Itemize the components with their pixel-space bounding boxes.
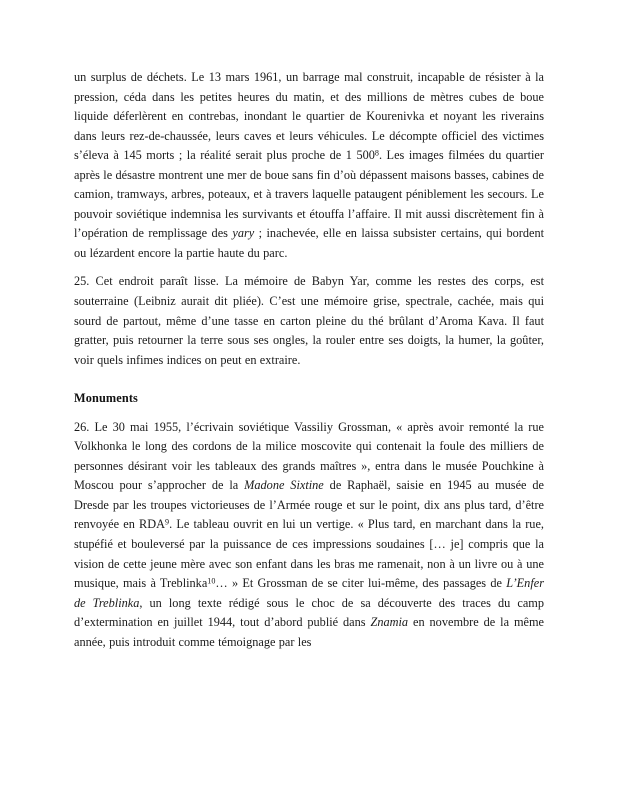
paragraph-3-part-6: en novembre de la même année, puis introduit comme témoignage par les [74, 615, 544, 649]
paragraph-continuation [74, 68, 544, 263]
paragraph-2-text: 25. Cet endroit paraît lisse. La mémoire de Babyn Yar, comme les restes des corps, est souterraine (Leibniz aurait dit pliée). C’est une mémoire grise, spectrale, cachée, mais qui sourd de partout, même d’une tasse en carton pleine du thé brûlant d’Aroma Kava. Il faut gratter, puis retourner la terre sous ses ongles, la rouler entre ses doigts, la humer, la goûter, voir quels infimes indices on peut en extraire. [74, 274, 544, 367]
paragraph-3-part-4: … » Et Grossman de se citer lui-même, des passages de [215, 576, 507, 591]
text-column [74, 68, 544, 652]
paragraph-25 [74, 272, 544, 370]
paragraph-1-part-1: un surplus de déchets. Le 13 mars 1961, un barrage mal construit, incapable de résister à la pression, céda dans les petites heures du matin, et des millions de mètres cubes de boue liquide déferlèrent en contrebas, inondant le quartier de Kourenivka et noyant les riverains dans leurs rez-de-chaussée, leurs caves et leurs véhicules. Le décompte officiel des victimes s’éleva à 145 morts ; la réalité serait plus proche de 1 500 [74, 70, 544, 163]
paragraph-3-part-5: , un long texte rédigé sous le choc de sa découverte des traces du camp d’extermination en juillet 1944, tout d’abord publié dans [74, 595, 544, 630]
paragraph-3-part-3: . Le tableau ouvrit en lui un vertige. « Plus tard, en marchant dans la rue, stupéfié et bouleversé par la puissance de ces impressions soudaines [… je] compris que la vision de cette jeune mère avec son enfant dans les bras me ramenait, non à un livre ou à une musique, mais à Treblinka [74, 517, 544, 591]
footnote-marker-9[interactable]: 9 [165, 517, 170, 527]
paragraph-1-part-3: ; inachevée, elle en laissa subsister certains, qui bordent ou lézardent encore la partie haute du parc. [74, 226, 545, 260]
paragraph-26 [74, 418, 544, 653]
section-heading-monuments: Monuments [74, 391, 138, 406]
paragraph-1-part-2: . Les images filmées du quartier après le désastre montrent une mer de boue sans fin d’où dépassent maisons basses, cabines de camion, tramways, arbres, poteaux, et à travers laquelle pataugent péniblement les secours. Le pouvoir soviétique indemnisa les survivants et étouffa l’affaire. Il mit aussi discrètement fin à l’opération de remplissage des [74, 148, 544, 241]
paragraph-3-part-1: 26. Le 30 mai 1955, l’écrivain soviétique Vassiliy Grossman, « après avoir remonté la rue Volkhonka le long des cordons de la milice moscovite qui contenait la foule des milliers de personnes désirant voir les tableaux des grands maîtres », entra dans le musée Pouchkine à Moscou pour s’approcher de la [74, 419, 544, 493]
paragraph-3-part-2: de Raphaël, saisie en 1945 au musée de Dresde par les troupes victorieuses de l’Armée rouge et sur le point, dix ans plus tard, d’être renvoyée en RDA [74, 478, 544, 532]
footnote-marker-8[interactable]: 8 [374, 148, 379, 158]
footnote-marker-10[interactable]: 10 [207, 576, 216, 586]
italic-title-madone-sixtine: Madone Sixtine [244, 478, 324, 493]
italic-title-enfer-de-treblinka: L’Enfer de Treblinka [74, 576, 544, 610]
italic-term-yary: yary [232, 226, 255, 241]
italic-title-znamia: Znamia [370, 615, 409, 630]
